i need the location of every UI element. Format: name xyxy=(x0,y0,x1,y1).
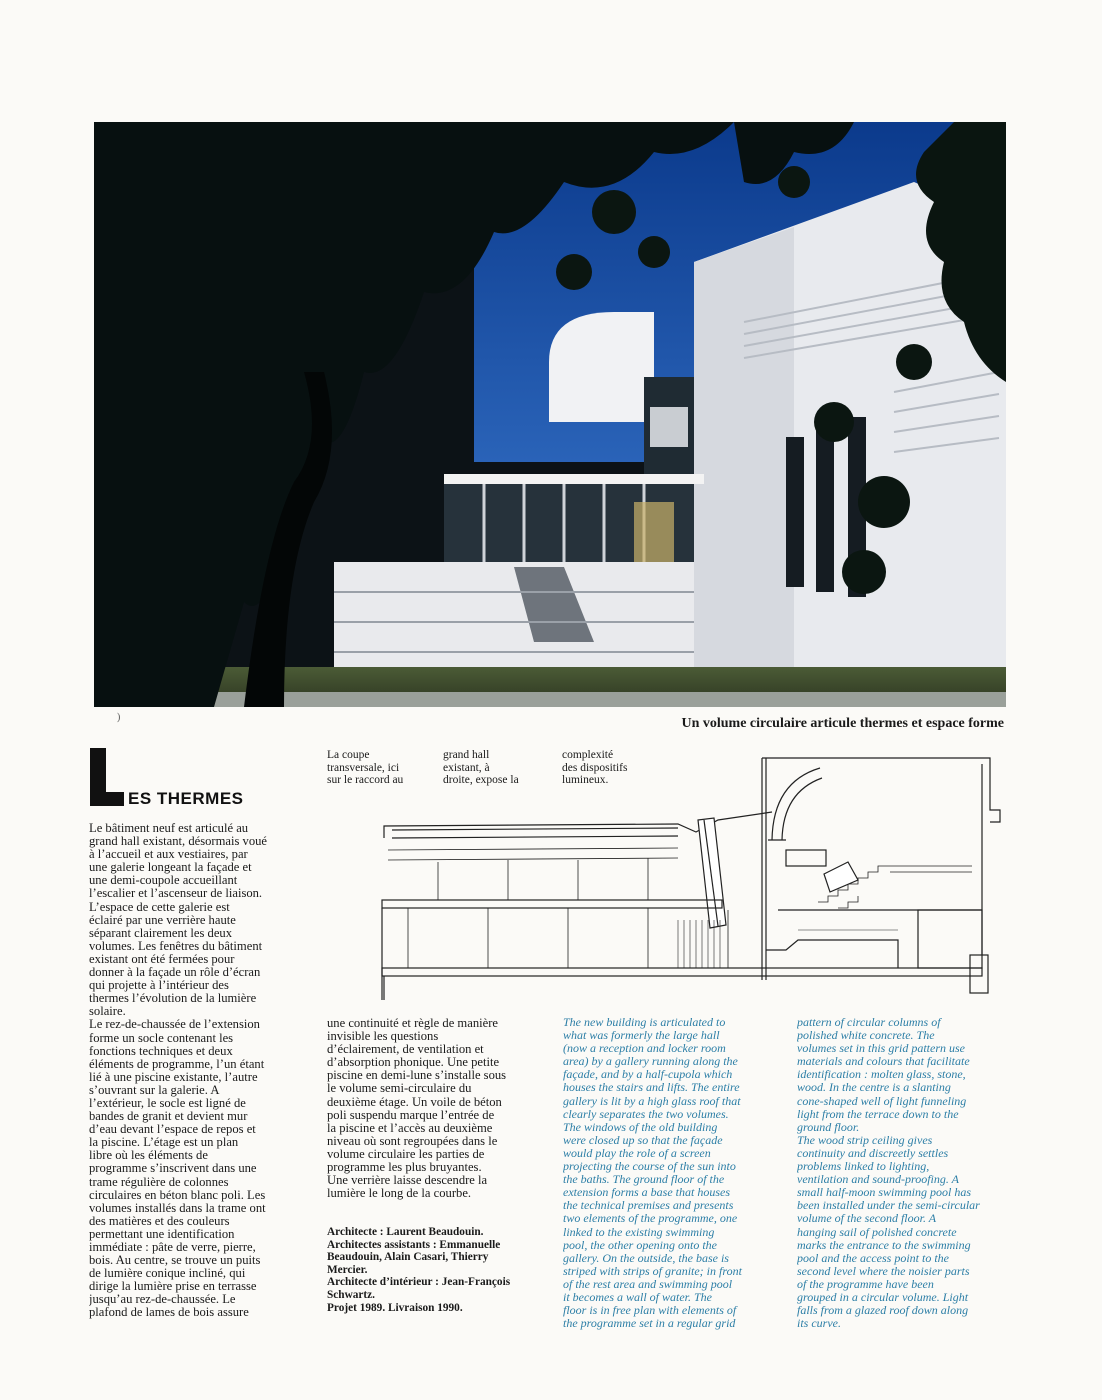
cross-section-drawing xyxy=(378,750,1008,1000)
diagram-caption-2: grand hall existant, à droite, expose la xyxy=(443,749,519,787)
diagram-caption-3: complexité des dispositifs lumineux. xyxy=(562,749,628,787)
english-text-col1: The new building is articulated to what was formerly the large hall (now a reception and locker room area) by a gallery running along the façade, and by a half-cupola which houses the stairs and lifts. The entire gallery is lit by a high glass roof that clearly separates the two volumes. The windows of the old building were closed up so that the façade would play the role of a screen projecting the course of the sun into the baths. The ground floor of the extension forms a base that houses the technical premises and presents two elements of the programme, one linked to the existing swimming pool, the other opening onto the gallery. On the outside, the base is striped with strips of granite; in front of the rest area and swimming pool it becomes a wall of water. The floor is in free plan with elements of the programme set in a regular grid xyxy=(563,1016,742,1331)
building-photo xyxy=(94,122,1006,707)
dropcap-letter: L xyxy=(88,748,89,749)
diagram-caption-1: La coupe transversale, ici sur le raccord au xyxy=(327,749,404,787)
french-text-col2: une continuité et règle de manière invisible les questions d’éclairement, de ventilation et d’absorption phonique. Une petite piscine en demi-lune s’installe sous le volume semi-circulaire du deuxième étage. Un voile de béton poli suspendu marque l’entrée de la piscine et l’accès au deuxième niveau où sont regroupées dans le volume circulaire les parties de programme les plus bruyantes. Une verrière laisse descendre la lumière le long de la courbe. xyxy=(327,1017,507,1201)
section-title: ES THERMES xyxy=(128,789,244,808)
margin-mark: ) xyxy=(117,712,121,723)
title-dropcap xyxy=(88,748,126,806)
english-text-col2: pattern of circular columns of polished white concrete. The volumes set in this grid pattern use materials and colours that facilitate identification : molten glass, stone, wood. In the centre is a slanting cone-shaped well of light funneling light from the terrace down to the ground floor. The wood strip ceiling gives continuity and discreetly settles problems linked to lighting, ventilation and sound-proofing. A small half-moon swimming pool has been installed under the semi-circular volume of the second floor. A hanging sail of polished concrete marks the entrance to the swimming pool and the access point to the second level where the noisier parts of the programme have been grouped in a circular volume. Light falls from a glazed roof down along its curve. xyxy=(797,1016,980,1331)
french-text-col1: Le bâtiment neuf est articulé au grand hall existant, désormais voué à l’accueil et aux vestiaires, par une galerie longeant la façade et une demi-coupole accueillant l’escalier et l’ascenseur de liaison. L’espace de cette galerie est éclairé par une verrière haute séparant clairement les deux volumes. Les fenêtres du bâtiment existant ont été fermées pour donner à la façade un rôle d’écran qui projette à l’intérieur des thermes l’évolution de la lumière solaire. Le rez-de-chaussée de l’extension forme un socle contenant les fonctions techniques et deux éléments de programme, l’un étant lié à une piscine existante, l’autre s’ouvrant sur la galerie. A l’extérieur, le socle est ligné de bandes de granit et devient mur d’eau devant l’espace de repos et la piscine. L’étage est un plan libre où les éléments de programme s’inscrivent dans une trame régulière de colonnes circulaires en béton blanc poli. Les volumes installés dans la trame ont des matières et des couleurs permettant une identification immédiate : pâte de verre, pierre, bois. Au centre, se trouve un puits de lumière conique incliné, qui dirige la lumière prise en terrasse jusqu’au rez-de-chaussée. Le plafond de lames de bois assure xyxy=(89,822,268,1320)
credits: Architecte : Laurent Beaudouin. Architectes assistants : Emmanuelle Beaudouin, Alain Casari, Thierry Mercier. Architecte d’intérieur : Jean-François Schwartz. Projet 1989. Livraison 1990. xyxy=(327,1226,511,1314)
photo-caption: Un volume circulaire articule thermes et espace forme xyxy=(681,716,1004,731)
